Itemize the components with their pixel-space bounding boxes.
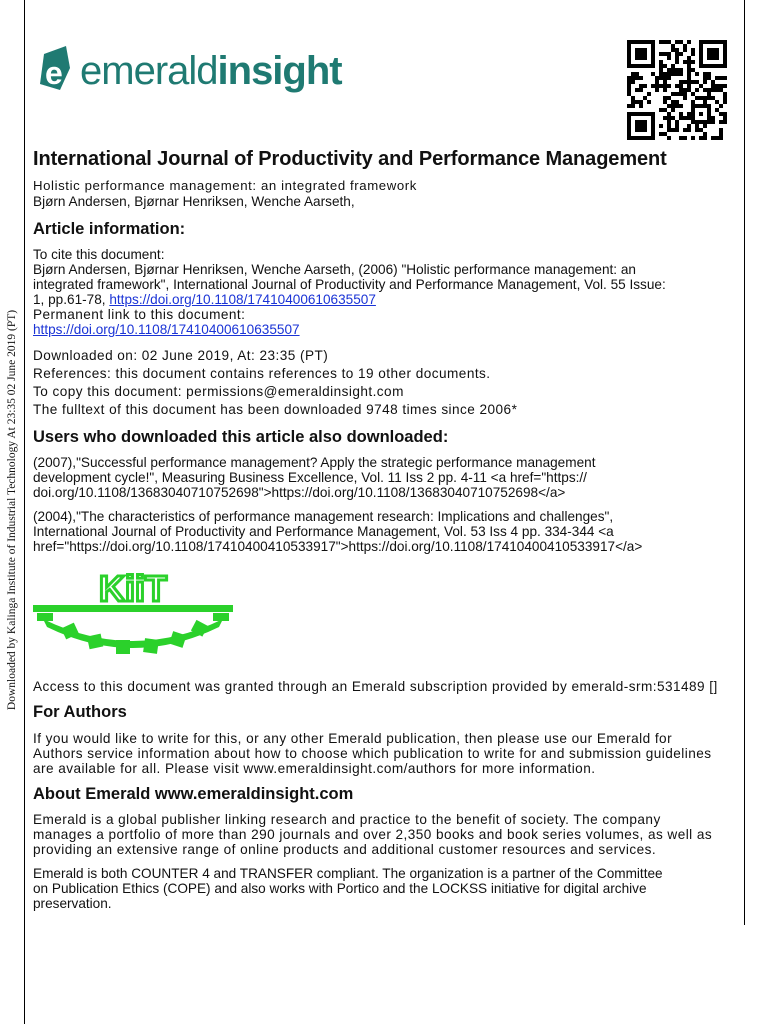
logo-word-insight: insight (217, 49, 342, 93)
for-authors-line-1: If you would like to write for this, or any other Emerald publication, then please use our Emerald for (33, 731, 673, 746)
authors: Bjørn Andersen, Bjørnar Henriksen, Wenche Aarseth, (33, 194, 355, 209)
citation-tail: 1, pp.61-78, (33, 292, 110, 307)
about-line-6: preservation. (33, 896, 112, 911)
about-line-4: Emerald is both COUNTER 4 and TRANSFER compliant. The organization is a partner of the Committee (33, 866, 663, 881)
citation-line-1: Bjørn Andersen, Bjørnar Henriksen, Wenche Aarseth, (2006) "Holistic performance management: an (33, 262, 636, 277)
about-line-2: manages a portfolio of more than 290 journals and over 2,350 books and book series volumes, as well as (33, 827, 713, 842)
related-item-2-line-3: href="https://doi.org/10.1108/17410400410533917">https://doi.org/10.1108/17410400410533917</a> (33, 539, 643, 554)
copy-permissions: To copy this document: permissions@emeraldinsight.com (33, 384, 404, 399)
about-line-5: on Publication Ethics (COPE) and also works with Portico and the LOCKSS initiative for digital archive (33, 881, 647, 896)
related-item-2-line-1: (2004),"The characteristics of performance management research: Implications and challenges", (33, 509, 614, 524)
about-emerald-heading: About Emerald www.emeraldinsight.com (33, 785, 354, 803)
citation-line-2: integrated framework", International Journal of Productivity and Performance Management, Vol. 55 Issue: (33, 277, 666, 292)
fulltext-downloads: The fulltext of this document has been downloaded 9748 times since 2006* (33, 402, 518, 417)
cite-label: To cite this document: (33, 247, 165, 262)
citation-line-3 (33, 292, 738, 307)
downloaded-on: Downloaded on: 02 June 2019, At: 23:35 (PT) (33, 348, 329, 363)
related-item-1-line-3: doi.org/10.1108/13683040710752698">https://doi.org/10.1108/13683040710752698</a> (33, 485, 566, 500)
svg-text:e: e (45, 55, 63, 91)
permanent-link[interactable]: https://doi.org/10.1108/17410400610635507 (33, 322, 300, 337)
for-authors-line-2: Authors service information about how to choose which publication to write for and submission guidelines (33, 746, 712, 761)
journal-title: International Journal of Productivity and Performance Management (33, 148, 667, 170)
about-line-1: Emerald is a global publisher linking research and practice to the benefit of society. The company (33, 812, 661, 827)
download-stamp-text: Downloaded by Kalinga Institute of Industrial Technology At 23:35 02 June 2019 (PT) (6, 309, 18, 711)
access-statement: Access to this document was granted through an Emerald subscription provided by emerald-srm:531489 [] (33, 679, 718, 694)
permanent-link-line (33, 322, 738, 337)
also-downloaded-heading: Users who downloaded this article also downloaded: (33, 428, 449, 446)
kiit-logo-text: KiiT (99, 568, 167, 609)
doi-link[interactable]: https://doi.org/10.1108/17410400610635507 (109, 292, 376, 307)
article-information-heading: Article information: (33, 220, 186, 238)
qr-code (627, 40, 727, 140)
kiit-logo (33, 567, 233, 665)
about-line-3: providing an extensive range of online products and additional customer resources and services. (33, 842, 657, 857)
svg-text:emeraldinsight (80, 49, 342, 93)
right-margin-rule (744, 0, 745, 925)
related-item-1-line-1: (2007),"Successful performance management? Apply the strategic performance management (33, 455, 596, 470)
download-stamp-sidebar (0, 0, 25, 1024)
for-authors-heading: For Authors (33, 703, 127, 721)
article-title: Holistic performance management: an integrated framework (33, 178, 417, 193)
for-authors-line-3: are available for all. Please visit www.emeraldinsight.com/authors for more information. (33, 761, 596, 776)
emerald-insight-logo (36, 40, 406, 102)
permanent-link-label: Permanent link to this document: (33, 307, 246, 322)
related-item-1-line-2: development cycle!", Measuring Business Excellence, Vol. 11 Iss 2 pp. 4-11 <a href="https:// (33, 470, 587, 485)
emerald-e-icon (40, 46, 70, 91)
related-item-2-line-2: International Journal of Productivity and Performance Management, Vol. 53 Iss 4 pp. 334-344 <a (33, 524, 614, 539)
references-count: References: this document contains references to 19 other documents. (33, 366, 491, 381)
logo-word-emerald: emerald (80, 49, 218, 93)
